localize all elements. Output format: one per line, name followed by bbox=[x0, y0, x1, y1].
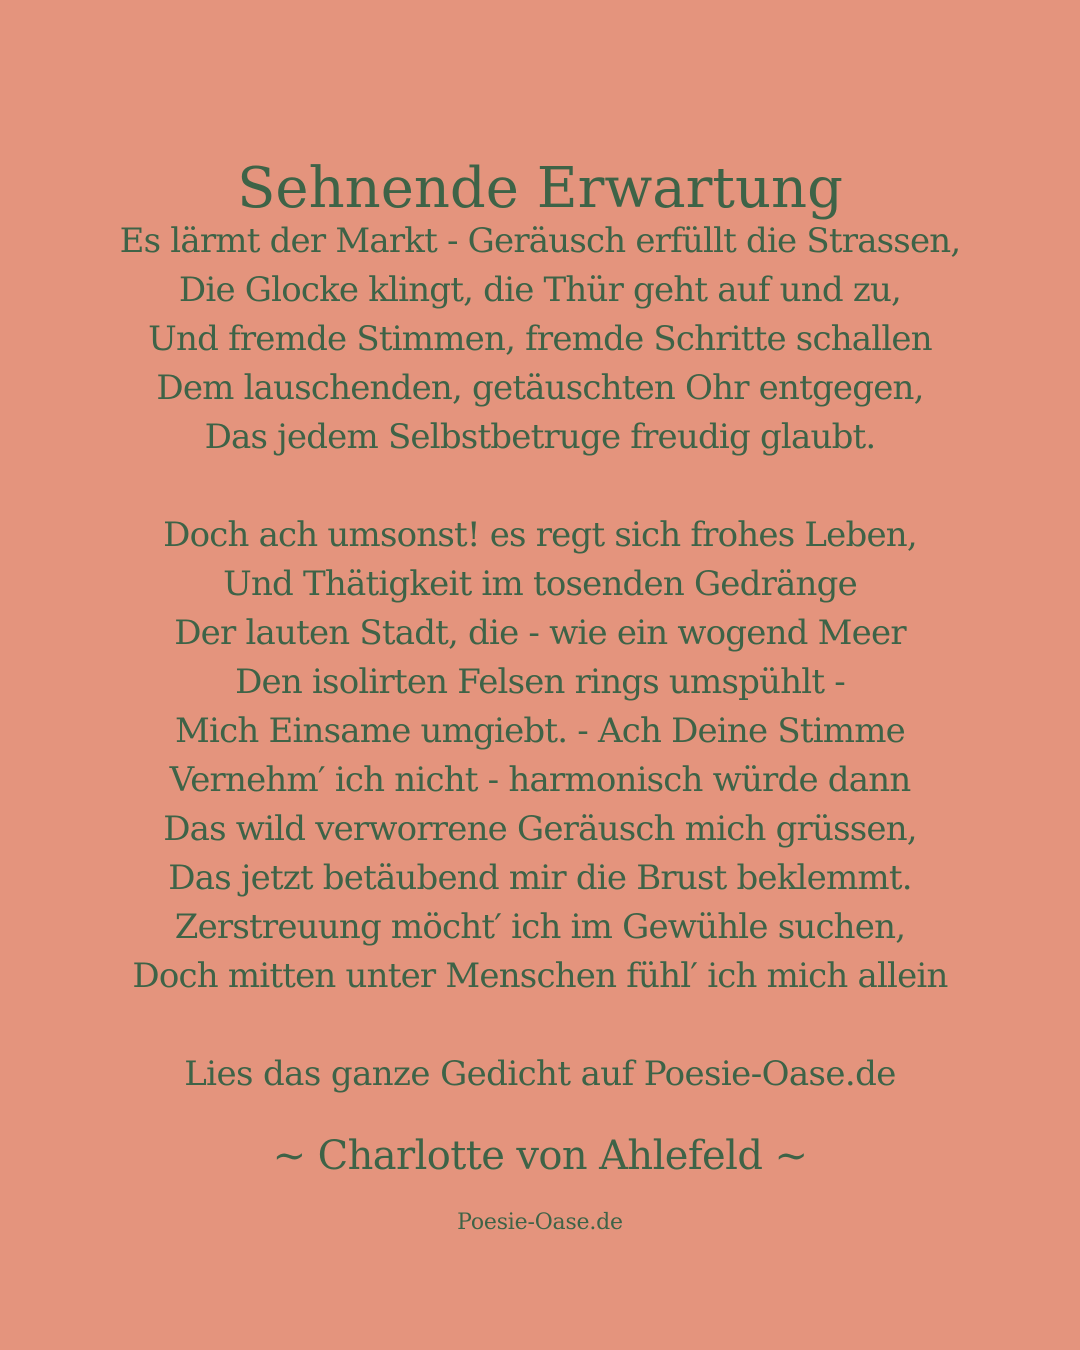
site-brand: Poesie-Oase.de bbox=[457, 1210, 623, 1235]
poem-line: Doch mitten unter Menschen fühl′ ich mich allein bbox=[132, 956, 948, 996]
poem-line: Der lauten Stadt, die - wie ein wogend Meer bbox=[174, 613, 906, 653]
poem-line: Zerstreuung möcht′ ich im Gewühle suchen, bbox=[174, 907, 906, 947]
read-full-poem-text: Lies das ganze Gedicht auf Poesie-Oase.de bbox=[184, 1054, 896, 1094]
poem-line: Das jetzt betäubend mir die Brust beklemmt. bbox=[168, 858, 912, 898]
poem-line: Die Glocke klingt, die Thür geht auf und zu, bbox=[178, 270, 902, 310]
poem-line: Es lärmt der Markt - Geräusch erfüllt die Strassen, bbox=[119, 221, 961, 261]
poem-stanza-2 bbox=[40, 511, 1040, 1001]
poem-line: Und Thätigkeit im tosenden Gedränge bbox=[223, 564, 857, 604]
poem-line: Dem lauschenden, getäuschten Ohr entgegen, bbox=[156, 368, 924, 408]
poem-line: Das wild verworrene Geräusch mich grüssen, bbox=[163, 809, 917, 849]
poem-line: Mich Einsame umgiebt. - Ach Deine Stimme bbox=[175, 711, 905, 751]
poem-author: ~ Charlotte von Ahlefeld ~ bbox=[272, 1133, 808, 1179]
poem-line: Doch ach umsonst! es regt sich frohes Leben, bbox=[163, 515, 917, 555]
poem-stanza-1 bbox=[40, 217, 1040, 462]
poem-line: Das jedem Selbstbetruge freudig glaubt. bbox=[204, 417, 876, 457]
poem-title: Sehnende Erwartung bbox=[237, 155, 843, 221]
poem-line: Den isolirten Felsen rings umspühlt - bbox=[235, 662, 845, 702]
poem-line: Und fremde Stimmen, fremde Schritte schallen bbox=[148, 319, 932, 359]
poem-line: Vernehm′ ich nicht - harmonisch würde dann bbox=[169, 760, 911, 800]
